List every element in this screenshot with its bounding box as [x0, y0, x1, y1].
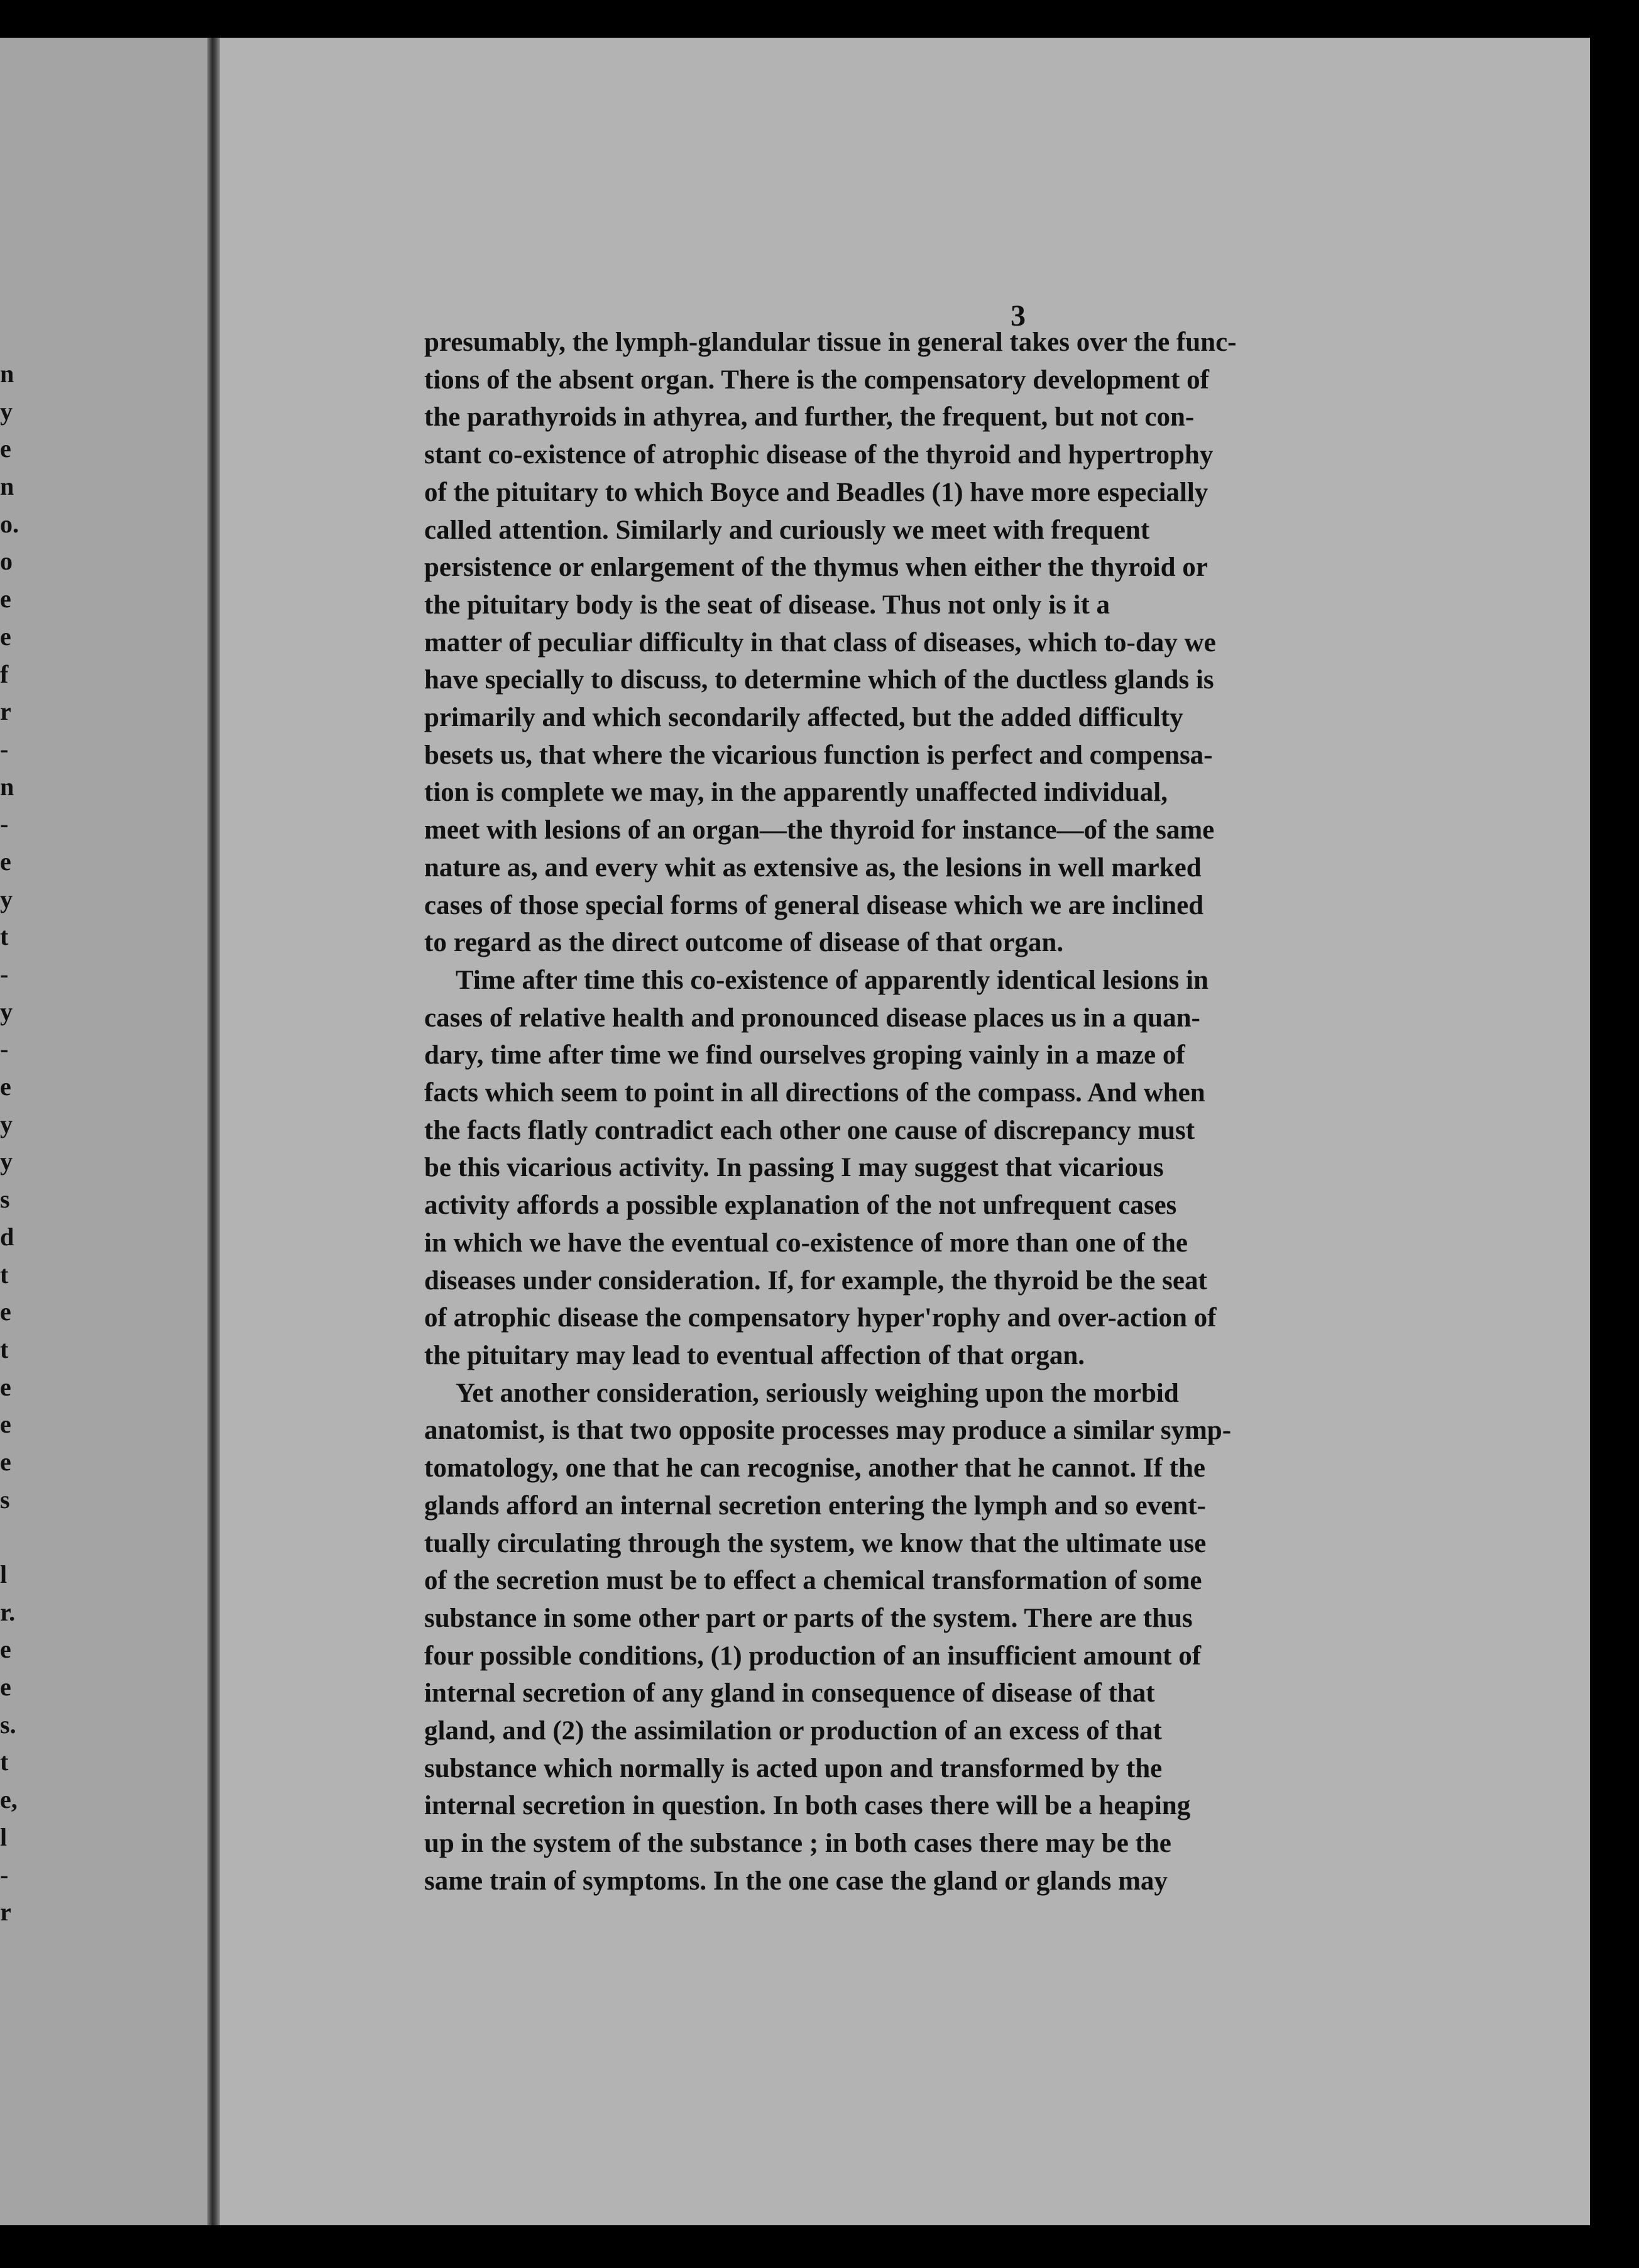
text-line: tomatology, one that he can recognise, another that he cannot. If the [424, 1453, 1205, 1484]
text-line: to regard as the direct outcome of disease of that organ. [424, 928, 1064, 958]
facing-page-fragment: l [0, 1560, 8, 1588]
text-line: internal secretion of any gland in consequence of disease of that [424, 1678, 1155, 1709]
text-line: presumably, the lymph-glandular tissue in general takes over the func- [424, 328, 1237, 357]
book-gutter [207, 38, 220, 2225]
facing-page-fragment: e [0, 585, 11, 614]
text-line: of the pituitary to which Boyce and Beadles (1) have more especially [424, 477, 1209, 507]
facing-page-fragment: y [0, 1109, 13, 1138]
facing-page-line-ends [0, 355, 25, 1931]
facing-page-fragment: r. [0, 1597, 16, 1626]
facing-page-fragment: s [0, 1185, 10, 1214]
facing-page-fragment: l [0, 1822, 8, 1851]
text-line: activity affords a possible explanation of the not unfrequent cases [424, 1191, 1177, 1221]
facing-page-fragment: t [0, 1335, 9, 1363]
text-line: the facts flatly contradict each other one cause of discrepancy must [424, 1115, 1195, 1145]
text-line: gland, and (2) the assimilation or production of an excess of that [424, 1716, 1162, 1746]
text-line: internal secretion in question. In both cases there will be a heaping [424, 1791, 1191, 1821]
text-line: called attention. Similarly and curiously we meet with frequent [424, 515, 1150, 545]
scan-border-right [1590, 0, 1639, 2268]
text-line: matter of peculiar difficulty in that class of diseases, which to-day we [424, 627, 1216, 658]
text-line: diseases under consideration. If, for example, the thyroid be the seat [424, 1265, 1207, 1296]
text-line: anatomist, is that two opposite processes may produce a similar symp- [424, 1416, 1232, 1446]
facing-page-fragment: e [0, 1447, 11, 1476]
text-line: substance in some other part or parts of the system. There are thus [424, 1603, 1193, 1633]
facing-page-fragment: o [0, 547, 13, 576]
text-line: tions of the absent organ. There is the compensatory development of [424, 365, 1209, 395]
facing-page-fragment: d [0, 1222, 14, 1251]
text-line: glands afford an internal secretion entering the lymph and so event- [424, 1490, 1206, 1521]
facing-page-fragment: - [0, 1035, 9, 1064]
text-line: tually circulating through the system, we know that the ultimate use [424, 1528, 1207, 1558]
facing-page-fragment: e [0, 1410, 11, 1439]
facing-page-fragment: r [0, 697, 11, 726]
text-line: the pituitary may lead to eventual affection of that organ. [424, 1340, 1085, 1370]
text-line: of the secretion must be to effect a chemical transformation of some [424, 1566, 1202, 1596]
facing-page-fragment: r [0, 1898, 11, 1927]
facing-page-fragment: n [0, 472, 14, 501]
text-line: of atrophic disease the compensatory hyper'rophy and over-action of [424, 1303, 1217, 1333]
facing-page-strip [0, 38, 214, 2225]
text-line: the pituitary body is the seat of disease. Thus not only is it a [424, 590, 1110, 620]
text-line: dary, time after time we find ourselves groping vainly in a maze of [424, 1040, 1185, 1071]
text-line: cases of those special forms of general disease which we are inclined [424, 890, 1204, 920]
facing-page-fragment: n [0, 772, 14, 801]
text-line: in which we have the eventual co-existence of more than one of the [424, 1228, 1188, 1258]
text-line: be this vicarious activity. In passing I may suggest that vicarious [424, 1153, 1164, 1183]
facing-page-fragment: f [0, 659, 9, 688]
facing-page-fragment: - [0, 960, 9, 988]
text-line: stant co-existence of atrophic disease of the thyroid and hypertrophy [424, 440, 1214, 470]
facing-page-fragment: - [0, 1860, 9, 1889]
text-line: primarily and which secondarily affected, but the added difficulty [424, 703, 1183, 733]
text-line: substance which normally is acted upon and transformed by the [424, 1753, 1163, 1783]
text-line: Yet another consideration, seriously weighing upon the morbid [456, 1378, 1179, 1408]
facing-page-fragment: - [0, 810, 9, 839]
facing-page-fragment: y [0, 997, 13, 1026]
facing-page-fragment: s. [0, 1710, 16, 1739]
text-line: meet with lesions of an organ—the thyroid for instance—of the same [424, 815, 1215, 845]
text-line: cases of relative health and pronounced disease places us in a quan- [424, 1003, 1200, 1033]
facing-page-fragment: e [0, 434, 11, 463]
paragraph [424, 962, 1373, 1375]
facing-page-fragment: e [0, 1297, 11, 1326]
paragraph [424, 1375, 1373, 1900]
text-line: up in the system of the substance ; in both cases there may be the [424, 1829, 1171, 1859]
text-line: besets us, that where the vicarious function is perfect and compensa- [424, 740, 1213, 770]
facing-page-fragment: e [0, 1072, 11, 1101]
text-line: Time after time this co-existence of apparently identical lesions in [456, 965, 1209, 995]
facing-page-fragment: s [0, 1485, 10, 1514]
text-line: the parathyroids in athyrea, and further, the frequent, but not con- [424, 402, 1195, 432]
text-line: tion is complete we may, in the apparently unaffected individual, [424, 778, 1168, 808]
paragraph [424, 324, 1373, 962]
facing-page-fragment: y [0, 884, 13, 913]
facing-page-fragment: e [0, 1673, 11, 1702]
facing-page-fragment: e [0, 622, 11, 651]
facing-page-fragment: t [0, 922, 9, 951]
body-text [424, 324, 1373, 1900]
page-number: 3 [1011, 299, 1026, 333]
text-line: same train of symptoms. In the one case the gland or glands may [424, 1866, 1168, 1896]
facing-page-fragment: t [0, 1260, 9, 1289]
facing-page-fragment: n [0, 360, 14, 388]
text-line: facts which seem to point in all directions of the compass. And when [424, 1078, 1205, 1108]
facing-page-fragment: e [0, 1635, 11, 1664]
facing-page-fragment: e [0, 1372, 11, 1401]
facing-page-fragment: y [0, 397, 13, 426]
text-line: four possible conditions, (1) production of an insufficient amount of [424, 1641, 1202, 1671]
text-line: persistence or enlargement of the thymus when either the thyroid or [424, 553, 1208, 583]
facing-page-fragment: e, [0, 1785, 18, 1814]
facing-page-fragment [0, 1518, 25, 1556]
text-line: have specially to discuss, to determine which of the ductless glands is [424, 665, 1214, 695]
text-line: nature as, and every whit as extensive as, the lesions in well marked [424, 852, 1202, 883]
facing-page-fragment: e [0, 847, 11, 876]
facing-page-fragment: t [0, 1748, 9, 1776]
facing-page-fragment: y [0, 1147, 13, 1176]
facing-page-fragment: - [0, 734, 9, 763]
facing-page-fragment: o. [0, 509, 19, 538]
